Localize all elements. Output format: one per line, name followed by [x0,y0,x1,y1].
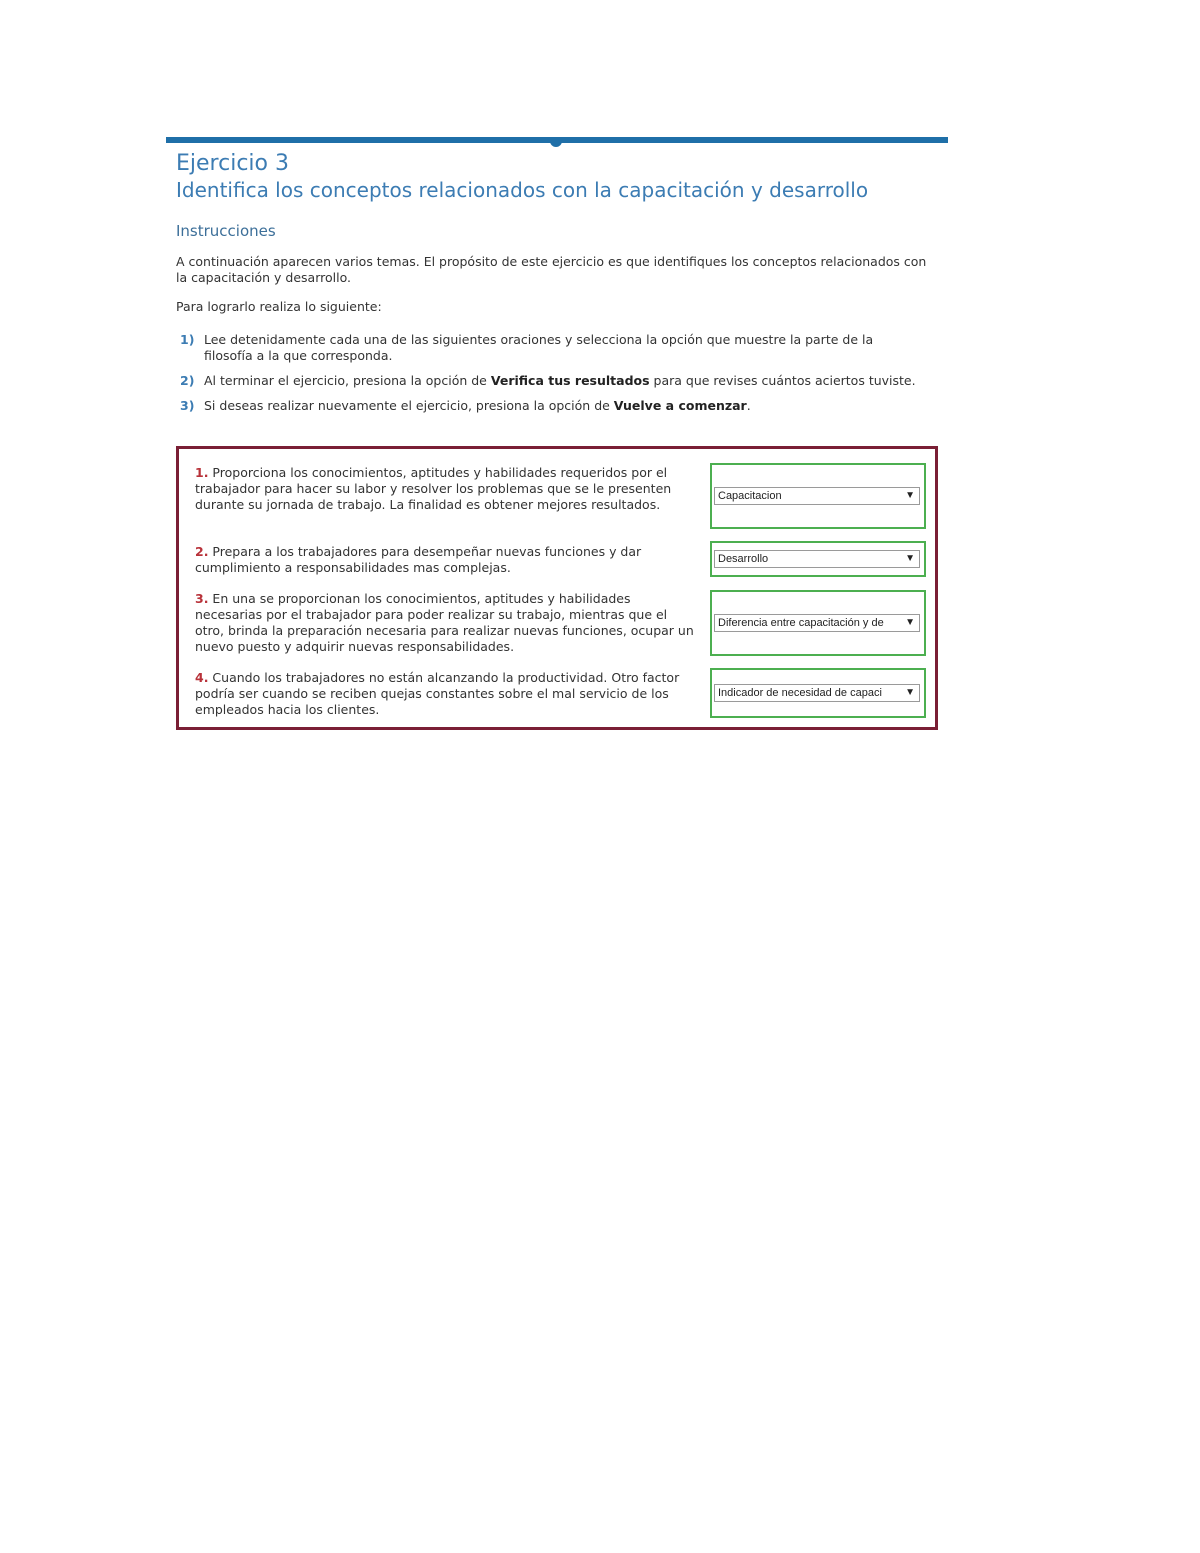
question-number: 3. [195,591,209,606]
question-text: Cuando los trabajadores no están alcanzando la productividad. Otro factor podría ser cuando se reciben quejas constantes sobre el mal servicio de los empleados hacia los clientes. [195,670,680,717]
chevron-down-icon: ▼ [905,687,915,698]
answer-select-3[interactable] [714,614,920,632]
question-number: 4. [195,670,209,685]
question-3 [195,591,695,655]
question-text: Prepara a los trabajadores para desempeñar nuevas funciones y dar cumplimiento a responsabilidades mas complejas. [195,544,642,575]
question-4 [195,670,695,718]
step-number: 1) [180,332,195,347]
questions-box [176,446,938,730]
step-text: Lee detenidamente cada una de las siguientes oraciones y selecciona la opción que muestre la parte de la filosofía a la que corresponda. [204,332,874,363]
answer-box-1 [710,463,926,529]
question-1 [195,465,695,513]
question-2 [195,544,695,576]
answer-select-1[interactable] [714,487,920,505]
selected-value: Capacitacion [718,490,782,502]
instructions-intro: A continuación aparecen varios temas. El propósito de este ejercicio es que identifiques los conceptos relacionados con la capacitación y desarrollo. [176,254,927,285]
answer-box-3 [710,590,926,656]
step-number: 3) [180,398,195,413]
step-number: 2) [180,373,195,388]
selected-value: Indicador de necesidad de capaci [718,687,882,699]
chevron-down-icon: ▼ [905,617,915,628]
step-text-pre: Si deseas realizar nuevamente el ejercicio, presiona la opción de [204,398,614,413]
chevron-down-icon: ▼ [905,490,915,501]
answer-select-4[interactable] [714,684,920,702]
chevron-down-icon: ▼ [905,553,915,564]
vuelve-comenzar-label: Vuelve a comenzar [613,398,747,413]
question-text: En una se proporcionan los conocimientos, aptitudes y habilidades necesarias por el trabajador para poder realizar su trabajo, mientras que el otro, brinda la preparación necesaria para realizar nuevas funciones, ocupar un nuevo puesto y adquirir nuevas responsabilidades. [195,591,694,654]
top-bar-notch [550,139,562,147]
selected-value: Diferencia entre capacitación y de [718,617,884,629]
question-text: Proporciona los conocimientos, aptitudes y habilidades requeridos por el trabajador para hacer su labor y resolver los problemas que se le presenten durante su jornada de trabajo. La finalidad es obtener mejores resultados. [195,465,672,512]
step-text-pre: Al terminar el ejercicio, presiona la opción de [204,373,491,388]
title-block [176,151,946,203]
instructions-heading: Instrucciones [176,222,276,240]
step-text-post: para que revises cuántos aciertos tuviste. [649,373,916,388]
exercise-title: Ejercicio 3 [176,151,289,176]
question-number: 2. [195,544,209,559]
step-text-post: . [746,398,751,413]
exercise-subtitle: Identifica los conceptos relacionados con la capacitación y desarrollo [176,178,869,202]
answer-box-2 [710,541,926,577]
selected-value: Desarrollo [718,553,769,565]
instruction-steps [180,332,920,423]
instructions-para: Para lograrlo realiza lo siguiente: [176,299,382,314]
answer-select-2[interactable] [714,550,920,568]
question-number: 1. [195,465,209,480]
instruction-step-2 [180,373,920,389]
answer-box-4 [710,668,926,718]
verifica-resultados-label: Verifica tus resultados [490,373,650,388]
instruction-step-1 [180,332,920,364]
instruction-step-3 [180,398,920,414]
